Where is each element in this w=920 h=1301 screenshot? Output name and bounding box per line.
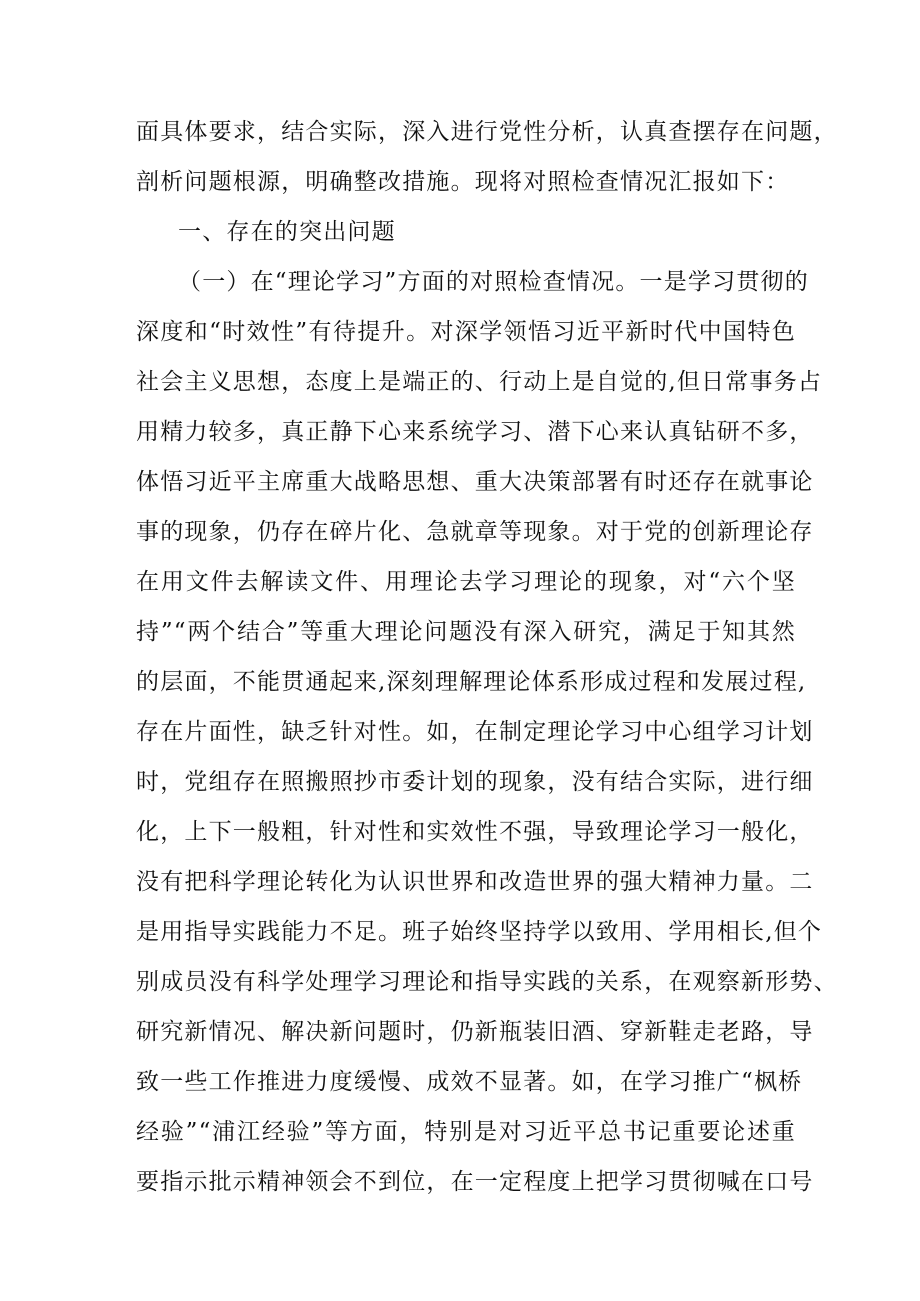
text-line: 事的现象，仍存在碎片化、急就章等现象。对于党的创新理论存 xyxy=(136,519,814,545)
text-line: 经验”“浦江经验”等方面，特别是对习近平总书记重要论述重 xyxy=(136,1119,796,1145)
text-line: 深度和“时效性”有待提升。对深学领悟习近平新时代中国特色 xyxy=(136,319,796,345)
text-line: 的层面，不能贯通起来,深刻理解理论体系形成过程和发展过程, xyxy=(136,669,807,695)
text-line: 别成员没有科学处理学习理论和指导实践的关系，在观察新形势、 xyxy=(136,969,838,995)
text-line: （一）在“理论学习”方面的对照检查情况。一是学习贯彻的 xyxy=(178,269,809,295)
text-line: 研究新情况、解决新问题时，仍新瓶装旧酒、穿新鞋走老路，导 xyxy=(136,1019,814,1045)
text-line: 体悟习近平主席重大战略思想、重大决策部署有时还存在就事论 xyxy=(136,469,814,495)
section-heading: 一、存在的突出问题 xyxy=(178,219,396,245)
text-line: 存在片面性，缺乏针对性。如，在制定理论学习中心组学习计划 xyxy=(136,719,814,745)
text-line: 没有把科学理论转化为认识世界和改造世界的强大精神力量。二 xyxy=(136,869,814,895)
text-line: 致一些工作推进力度缓慢、成效不显著。如，在学习推广“枫桥 xyxy=(136,1069,803,1095)
text-line: 面具体要求，结合实际，深入进行党性分析，认真查摆存在问题， xyxy=(136,119,838,145)
text-line: 在用文件去解读文件、用理论去学习理论的现象，对“六个坚 xyxy=(136,569,796,595)
text-line: 要指示批示精神领会不到位，在一定程度上把学习贯彻喊在口号 xyxy=(136,1169,814,1195)
text-line: 社会主义思想，态度上是端正的、行动上是自觉的,但日常事务占 xyxy=(136,369,823,395)
text-line: 化，上下一般粗，针对性和实效性不强，导致理论学习一般化， xyxy=(136,819,814,845)
text-line: 是用指导实践能力不足。班子始终坚持学以致用、学用相长,但个 xyxy=(136,919,823,945)
text-line: 持”“两个结合”等重大理论问题没有深入研究，满足于知其然 xyxy=(136,619,796,645)
text-line: 用精力较多，真正静下心来系统学习、潜下心来认真钻研不多， xyxy=(136,419,814,445)
text-line: 时，党组存在照搬照抄市委计划的现象，没有结合实际，进行细 xyxy=(136,769,814,795)
text-line: 剖析问题根源，明确整改措施。现将对照检查情况汇报如下： xyxy=(136,169,790,195)
